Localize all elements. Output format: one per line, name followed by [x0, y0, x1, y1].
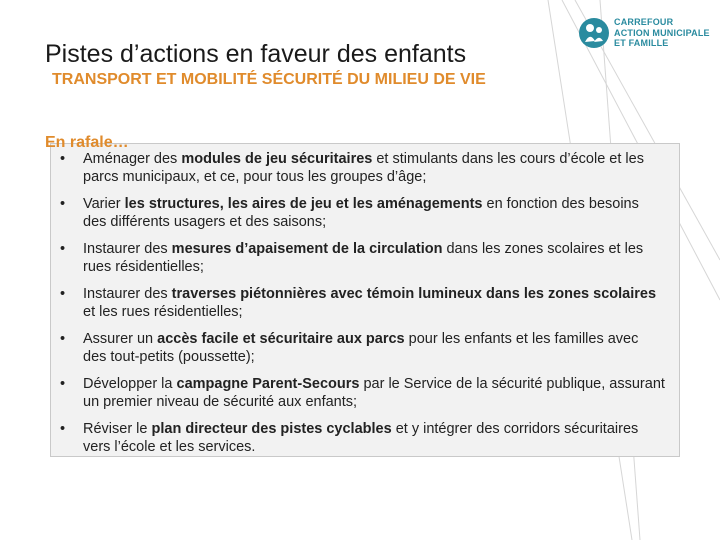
- list-item: • Instaurer des mesures d’apaisement de la circulation dans les zones scolaires et les rues résidentielles;: [60, 241, 644, 275]
- list-item: • Réviser le plan directeur des pistes cyclables et y intégrer des corridors sécuritaires vers l’école et les services.: [60, 421, 639, 455]
- list-item: • Instaurer des traverses piétonnières avec témoin lumineux dans les zones scolaires et les rues résidentielles;: [60, 286, 657, 320]
- logo-line-3: ET FAMILLE: [614, 38, 669, 48]
- bullet-marker: •: [60, 241, 66, 257]
- section-subtitle: TRANSPORT ET MOBILITÉ SÉCURITÉ DU MILIEU DE VIE: [52, 71, 486, 88]
- bullet-marker: •: [60, 421, 66, 437]
- bullet-marker: •: [60, 331, 66, 347]
- bullet-panel: [50, 143, 680, 457]
- page-title: Pistes d’actions en faveur des enfants: [45, 40, 467, 68]
- logo-line-1: CARREFOUR: [614, 17, 674, 27]
- list-item: • Aménager des modules de jeu sécuritaires et stimulants dans les cours d’école et les parcs municipaux, et ce, pour tous les groupes d’âge;: [60, 151, 644, 185]
- list-item: • Varier les structures, les aires de jeu et les aménagements en fonction des besoins des différents usagers et des saisons;: [60, 196, 639, 230]
- bullet-marker: •: [60, 286, 66, 302]
- bullet-list: [51, 144, 679, 456]
- list-item: • Assurer un accès facile et sécuritaire aux parcs pour les enfants et les familles avec des tout-petits (poussette);: [60, 331, 639, 365]
- bullet-marker: •: [60, 376, 66, 392]
- logo-mark-icon: [578, 17, 610, 49]
- bullet-marker: •: [60, 151, 66, 167]
- logo-line-2: ACTION MUNICIPALE: [614, 27, 710, 38]
- bullet-marker: •: [60, 196, 66, 212]
- section-label: En rafale…: [45, 134, 129, 151]
- list-item: • Développer la campagne Parent-Secours par le Service de la sécurité publique, assurant un premier niveau de sécurité aux enfants;: [60, 376, 665, 410]
- logo-text: [614, 17, 710, 49]
